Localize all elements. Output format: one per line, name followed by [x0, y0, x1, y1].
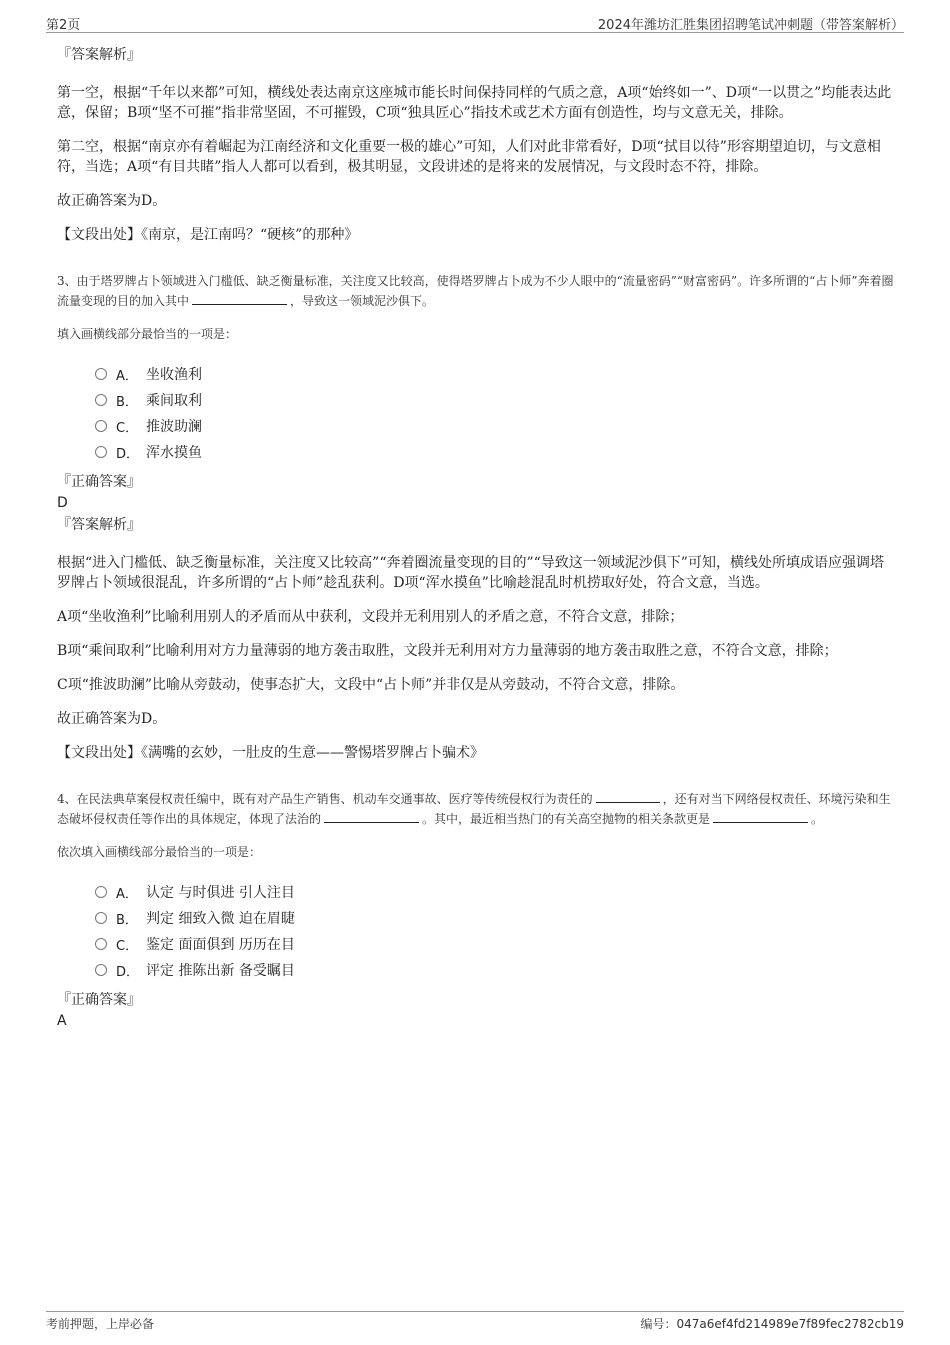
- option-letter: B．: [116, 912, 138, 928]
- q3-answer: D: [57, 495, 68, 511]
- option-letter: A．: [116, 886, 138, 902]
- q3-option-a[interactable]: [95, 361, 895, 387]
- q3-options: [95, 361, 895, 465]
- option-text: 认定 与时俱进 引人注目: [146, 885, 295, 901]
- q4-option-b[interactable]: [95, 905, 895, 931]
- q4-blank-2: [324, 810, 419, 823]
- page-number: 第2页: [46, 18, 81, 33]
- radio-icon[interactable]: [95, 912, 107, 924]
- radio-icon[interactable]: [95, 394, 107, 406]
- q4-stem-part-1: 4、在民法典草案侵权责任编中，既有对产品生产销售、机动车交通事故、医疗等传统侵权行为责任的: [57, 792, 593, 806]
- footer-slogan: 考前押题，上岸必备: [46, 1317, 155, 1331]
- q3-blank: [192, 292, 287, 305]
- q3-conclusion: 故正确答案为D。: [57, 711, 167, 727]
- radio-icon[interactable]: [95, 964, 107, 976]
- q4-answer: A: [57, 1013, 67, 1029]
- radio-icon[interactable]: [95, 886, 107, 898]
- q4-blank-3: [713, 810, 808, 823]
- option-letter: D．: [116, 964, 140, 980]
- q2-analysis-label: 『答案解析』: [57, 47, 141, 63]
- q3-option-b[interactable]: [95, 387, 895, 413]
- option-text: 坐收渔利: [146, 367, 202, 383]
- header-divider: [46, 32, 904, 33]
- q2-analysis-para-2: 第二空，根据“南京亦有着崛起为江南经济和文化重要一极的雄心”可知，人们对此非常看好，D项“拭目以待”形容期望迫切，与文意相符，当选；A项“有目共睹”指人人都可以看到，极其明显，文段讲述的是将来的发展情况，与文段时态不符，排除。: [57, 139, 881, 175]
- option-text: 判定 细致入微 迫在眉睫: [146, 911, 295, 927]
- q4-stem-part-4: 。: [811, 812, 824, 826]
- q3-analysis-para-4: C项“推波助澜”比喻从旁鼓动，使事态扩大，文段中“占卜师”并非仅是从旁鼓动，不符合文意，排除。: [57, 677, 685, 693]
- option-letter: C．: [116, 420, 139, 436]
- q4-option-c[interactable]: [95, 931, 895, 957]
- q3-answer-label: 『正确答案』: [57, 474, 141, 490]
- q4-stem-part-2: ，还有对当下网络侵权责任、环境污染和生态破坏侵权责任等作出的具体规定，体现了法治的: [57, 792, 891, 826]
- radio-icon[interactable]: [95, 446, 107, 458]
- radio-icon[interactable]: [95, 368, 107, 380]
- q4-option-d[interactable]: [95, 957, 895, 983]
- q3-analysis-para-1: 根据“进入门槛低、缺乏衡量标准，关注度又比较高”“奔着圈流量变现的目的”“导致这一领域泥沙俱下”可知，横线处所填成语应强调塔罗牌占卜领域很混乱，许多所谓的“占卜师”趁乱获利。D项“浑水摸鱼”比喻趁混乱时机捞取好处，符合文意，当选。: [57, 555, 884, 591]
- option-text: 推波助澜: [146, 419, 202, 435]
- option-text: 鉴定 面面俱到 历历在目: [146, 937, 295, 953]
- q2-conclusion: 故正确答案为D。: [57, 193, 167, 209]
- q3-analysis-label: 『答案解析』: [57, 517, 141, 533]
- q4-blank-1: [596, 790, 660, 803]
- option-letter: B．: [116, 394, 138, 410]
- q3-analysis-para-2: A项“坐收渔利”比喻利用别人的矛盾而从中获利，文段并无利用别人的矛盾之意，不符合文意，排除；: [57, 609, 684, 625]
- q2-source: 【文段出处】《南京，是江南吗？“硬核”的那种》: [57, 227, 359, 243]
- q3-analysis-para-3: B项“乘间取利”比喻利用对方力量薄弱的地方袭击取胜，文段并无利用对方力量薄弱的地方袭击取胜之意，不符合文意，排除；: [57, 643, 838, 659]
- document-title: 2024年潍坊汇胜集团招聘笔试冲刺题（带答案解析）: [597, 18, 904, 33]
- q2-analysis-para-1: 第一空，根据“千年以来都”可知，横线处表达南京这座城市能长时间保持同样的气质之意，A项“始终如一”、D项“一以贯之”均能表达此意，保留；B项“坚不可摧”指非常坚固，不可摧毁，C项“独具匠心”指技术或艺术方面有创造性，均与文意无关，排除。: [57, 85, 892, 121]
- q4-stem-part-3: 。其中，最近相当热门的有关高空抛物的相关条款更是: [422, 812, 711, 826]
- option-letter: A．: [116, 368, 138, 384]
- option-letter: C．: [116, 938, 139, 954]
- page-header: [0, 0, 950, 34]
- q3-source: 【文段出处】《满嘴的玄妙，一肚皮的生意——警惕塔罗牌占卜骗术》: [57, 745, 484, 761]
- q4-options: [95, 879, 895, 983]
- q3-stem: [57, 271, 895, 311]
- footer-serial: 编号：047a6ef4fd214989e7f89fec2782cb19: [640, 1317, 904, 1331]
- option-text: 浑水摸鱼: [146, 445, 202, 461]
- q4-instruction: 依次填入画横线部分最恰当的一项是：: [57, 845, 262, 859]
- option-letter: D．: [116, 446, 140, 462]
- radio-icon[interactable]: [95, 420, 107, 432]
- q3-stem-part-1: 3、由于塔罗牌占卜领域进入门槛低、缺乏衡量标准，关注度又比较高，使得塔罗牌占卜成为不少人眼中的“流量密码”“财富密码”。许多所谓的“占卜师”奔着圈流量变现的目的加入其中: [57, 274, 894, 308]
- option-text: 乘间取利: [146, 393, 202, 409]
- q4-option-a[interactable]: [95, 879, 895, 905]
- q3-instruction: 填入画横线部分最恰当的一项是：: [57, 327, 238, 341]
- page-content: [57, 46, 895, 1033]
- q3-option-d[interactable]: [95, 439, 895, 465]
- q4-answer-label: 『正确答案』: [57, 992, 141, 1008]
- option-text: 评定 推陈出新 备受瞩目: [146, 963, 295, 979]
- q3-option-c[interactable]: [95, 413, 895, 439]
- footer-divider: [46, 1311, 904, 1312]
- q3-stem-part-2: ，导致这一领域泥沙俱下。: [290, 294, 435, 308]
- radio-icon[interactable]: [95, 938, 107, 950]
- q4-stem: [57, 789, 895, 829]
